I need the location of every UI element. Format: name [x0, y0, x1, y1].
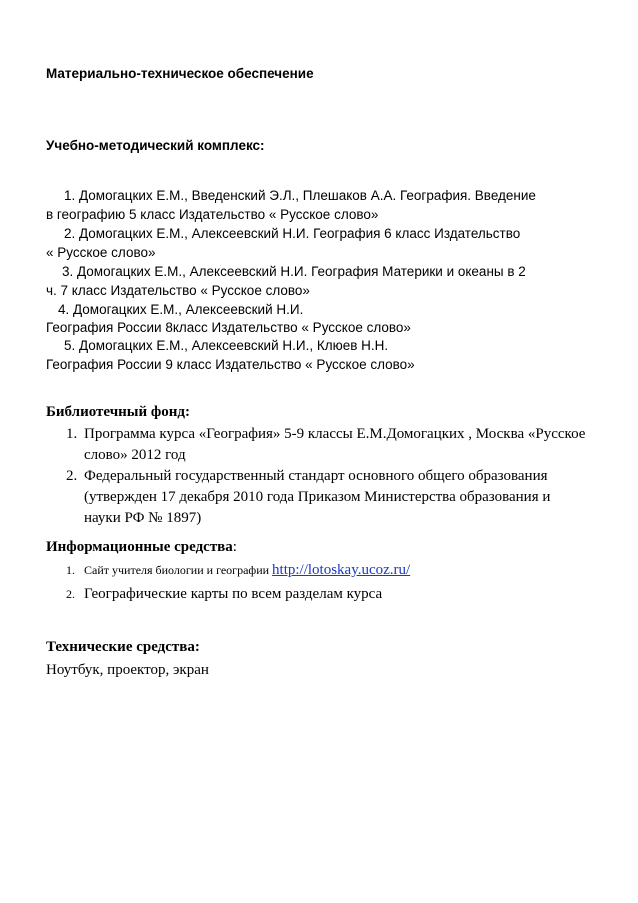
- info-heading: [46, 537, 237, 558]
- list-item: [46, 424, 586, 466]
- list-item-text: Федеральный государственный стандарт основного общего образования (утвержден 17 декабря 2010 года Приказом Министерства образования и науки РФ № 1897): [84, 468, 551, 526]
- umk-line: География России 8класс Издательство « Русское слово»: [46, 320, 411, 335]
- list-item: [46, 584, 586, 605]
- list-item-text: Сайт учителя биологии и географии: [84, 563, 273, 577]
- library-list: [46, 424, 586, 529]
- umk-line: 4. Домогацких Е.М., Алексеевский Н.И.: [58, 302, 304, 317]
- library-heading: Библиотечный фонд:: [46, 404, 191, 420]
- list-item: [46, 466, 586, 529]
- umk-line: « Русское слово»: [46, 245, 156, 260]
- umk-line: 5. Домогацких Е.М., Алексеевский Н.И., Клюев Н.Н.: [64, 338, 389, 353]
- list-item-text: Географические карты по всем разделам курса: [84, 586, 383, 602]
- list-number: 1.: [66, 563, 75, 577]
- website-link[interactable]: http://lotoskay.ucoz.ru/: [272, 562, 411, 578]
- info-list: [46, 560, 586, 605]
- umk-line: 1. Домогацких Е.М., Введенский Э.Л., Плешаков А.А. География. Введение: [64, 188, 536, 203]
- page-title: Материально-техническое обеспечение: [46, 66, 314, 81]
- list-number: 2.: [66, 587, 75, 601]
- umk-line: ч. 7 класс Издательство « Русское слово»: [46, 283, 310, 298]
- list-number: 2.: [66, 468, 78, 484]
- umk-line: 3. Домогацких Е.М., Алексеевский Н.И. География Материки и океаны в 2: [62, 264, 526, 279]
- umk-heading: Учебно-методический комплекс:: [46, 138, 265, 153]
- tech-heading: Технические средства:: [46, 639, 200, 655]
- list-number: 1.: [66, 426, 78, 442]
- list-item: [46, 560, 586, 581]
- umk-line: в географию 5 класс Издательство « Русское слово»: [46, 207, 379, 222]
- umk-line: География России 9 класс Издательство « Русское слово»: [46, 357, 415, 372]
- list-item-text: Программа курса «География» 5-9 классы Е.М.Домогацких , Москва «Русское слово» 2012 год: [84, 426, 586, 463]
- tech-text: Ноутбук, проектор, экран: [46, 662, 209, 678]
- info-heading-colon: :: [232, 539, 237, 555]
- umk-line: 2. Домогацких Е.М., Алексеевский Н.И. География 6 класс Издательство: [64, 226, 521, 241]
- info-heading-label: Информационные средства: [46, 539, 233, 555]
